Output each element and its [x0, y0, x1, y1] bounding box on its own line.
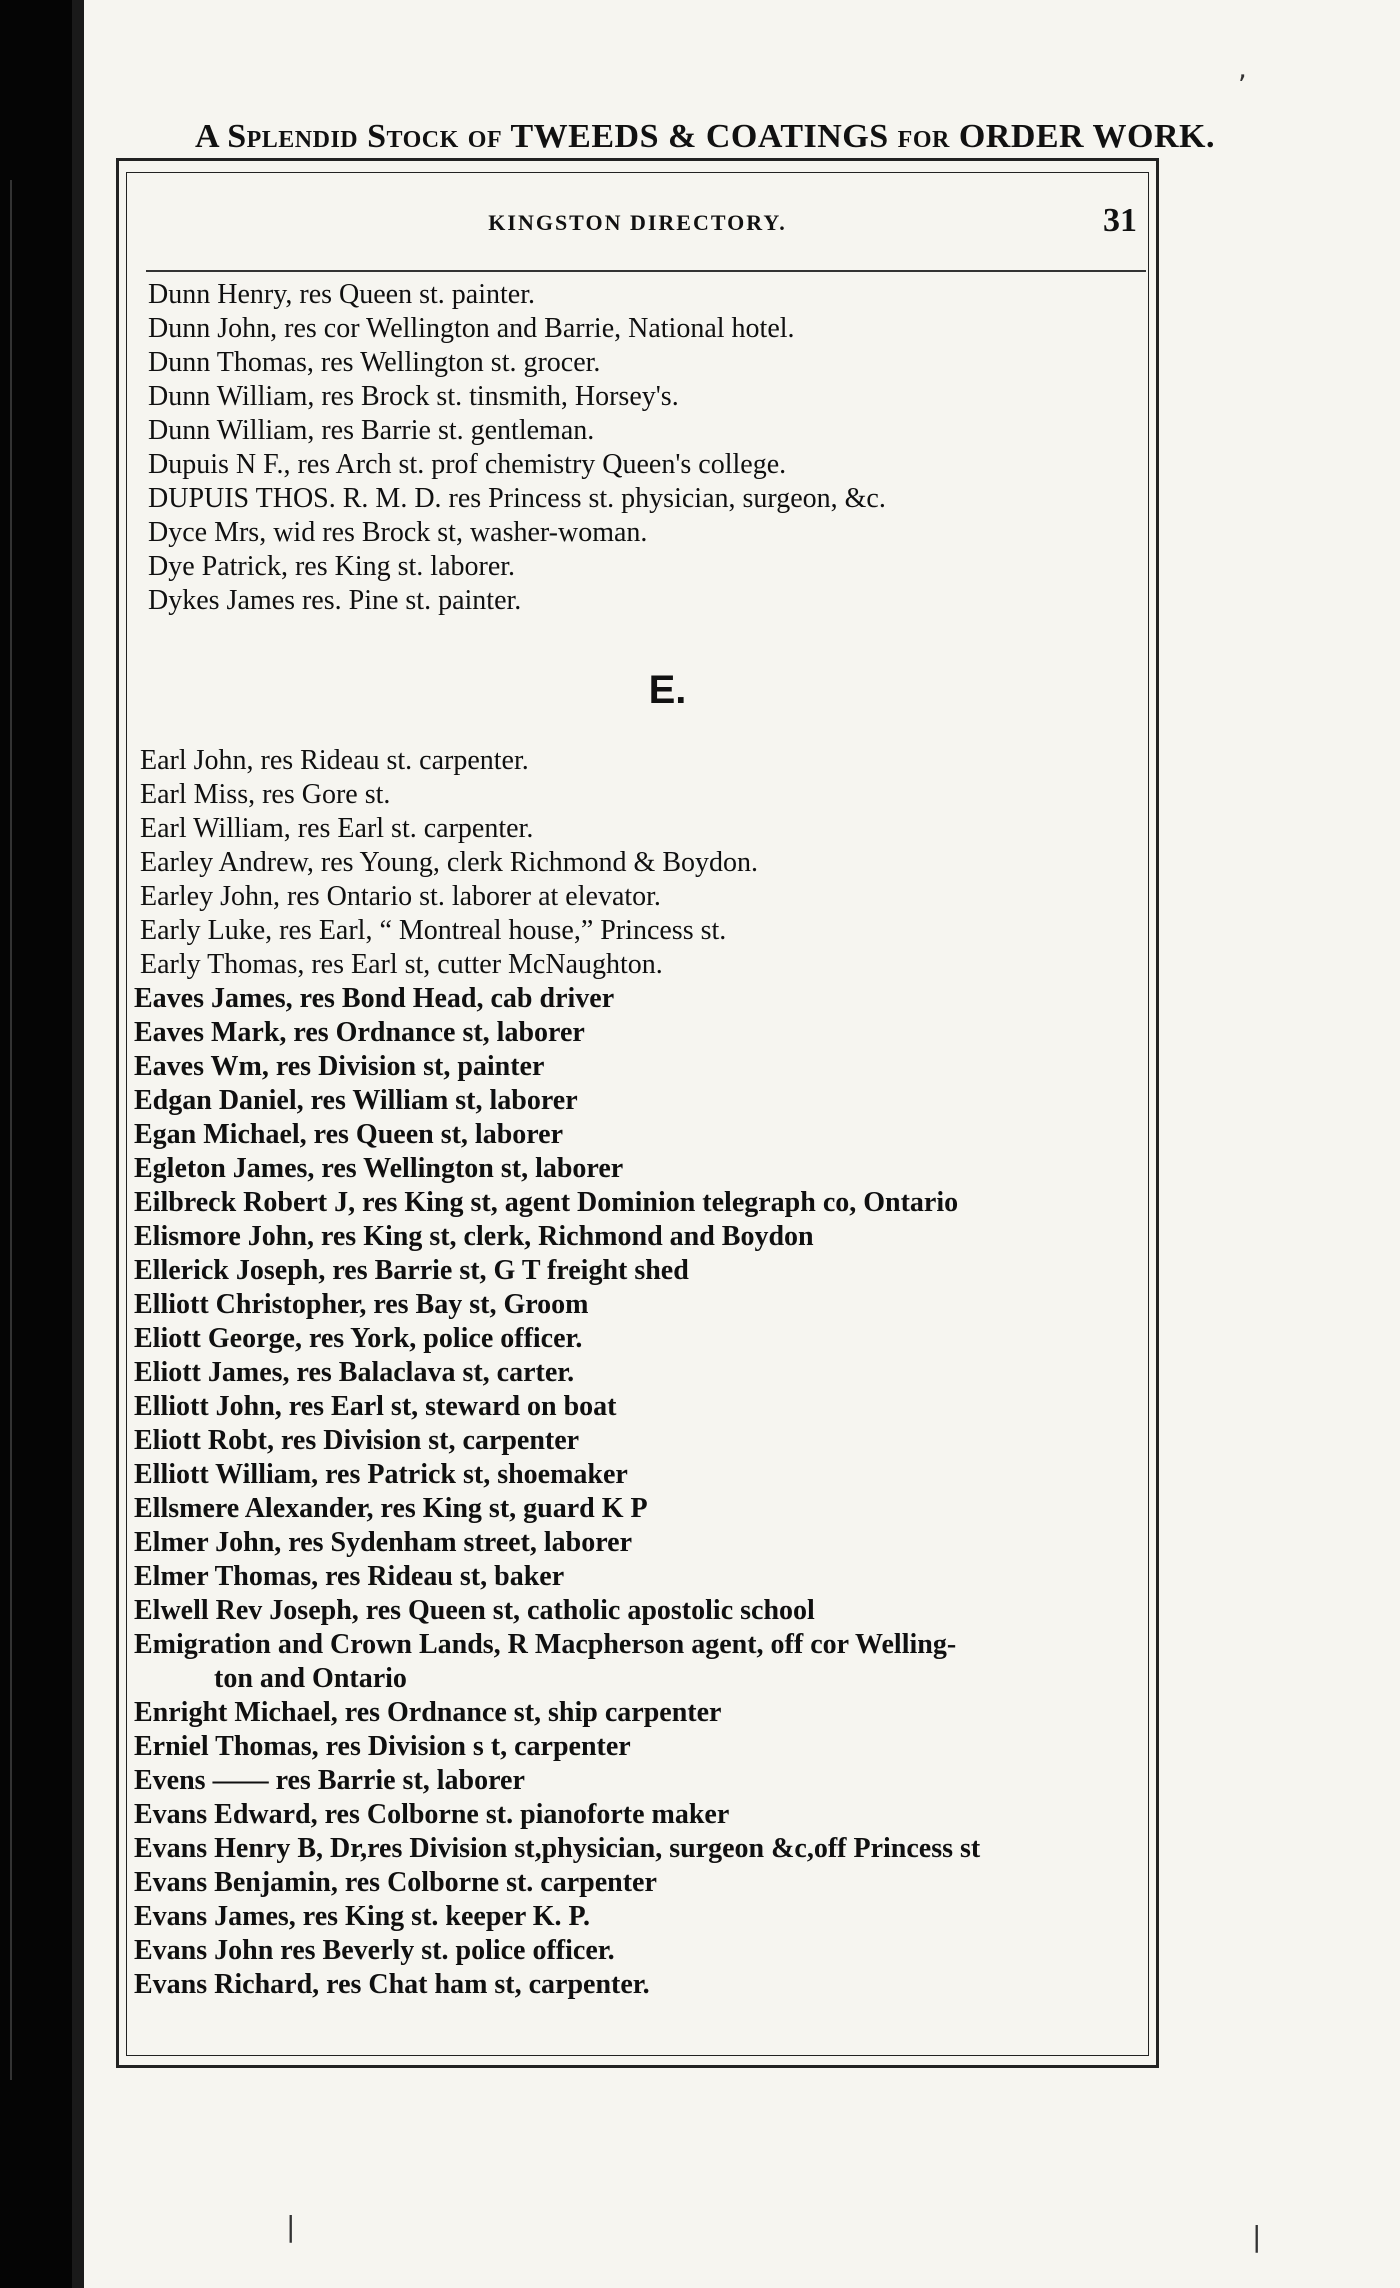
- directory-entry: Evans Richard, res Chat ham st, carpenter.: [134, 1969, 650, 2000]
- scan-speck: |: [286, 2210, 296, 2243]
- page-number: 31: [1103, 202, 1137, 239]
- header-rule: [146, 270, 1146, 272]
- directory-entry: Dye Patrick, res King st. laborer.: [148, 551, 516, 582]
- directory-entry: Early Thomas, res Earl st, cutter McNaughton.: [140, 949, 663, 980]
- directory-entry: Dykes James res. Pine st. painter.: [148, 585, 522, 616]
- directory-entry: Elmer Thomas, res Rideau st, baker: [134, 1561, 565, 1592]
- directory-entry: Evans John res Beverly st. police officer.: [134, 1935, 615, 1966]
- directory-entry: Dunn William, res Brock st. tinsmith, Horsey's.: [148, 381, 679, 412]
- running-title: KINGSTON DIRECTORY.: [488, 210, 787, 235]
- directory-entry: Erniel Thomas, res Division s t, carpenter: [134, 1731, 631, 1762]
- directory-entry: Elliott Christopher, res Bay st, Groom: [134, 1289, 589, 1320]
- directory-entry: Eilbreck Robert J, res King st, agent Dominion telegraph co, Ontario: [134, 1187, 959, 1218]
- advertising-banner: A Splendid Stock of TWEEDS & COATINGS for ORDER WORK.: [195, 118, 1215, 155]
- directory-entry: DUPUIS THOS. R. M. D. res Princess st. physician, surgeon, &c.: [148, 483, 886, 514]
- directory-entry: Earley Andrew, res Young, clerk Richmond & Boydon.: [140, 847, 758, 878]
- directory-entries: [126, 278, 1149, 2002]
- directory-entry: Eliott George, res York, police officer.: [134, 1323, 583, 1354]
- directory-entry: Evans Henry B, Dr,res Division st,physician, surgeon &c,off Princess st: [134, 1833, 981, 1864]
- directory-entry-continuation: ton and Ontario: [214, 1663, 407, 1694]
- directory-entry: Eliott Robt, res Division st, carpenter: [134, 1425, 580, 1456]
- directory-entry: Ellerick Joseph, res Barrie st, G T freight shed: [134, 1255, 689, 1286]
- directory-entry: Evans Benjamin, res Colborne st. carpenter: [134, 1867, 657, 1898]
- directory-entry: Eaves Wm, res Division st, painter: [134, 1051, 545, 1082]
- running-head: [126, 200, 1149, 240]
- scan-speck: ,: [1238, 52, 1247, 85]
- directory-entry: Early Luke, res Earl, “ Montreal house,” Princess st.: [140, 915, 727, 946]
- facing-page-edge: [0, 180, 12, 2080]
- section-letter-heading: E.: [648, 668, 687, 712]
- directory-entry: Dunn Henry, res Queen st. painter.: [148, 279, 535, 310]
- directory-entry: Evans Edward, res Colborne st. pianoforte maker: [134, 1799, 730, 1830]
- directory-entry: Eliott James, res Balaclava st, carter.: [134, 1357, 575, 1388]
- directory-entry: Dyce Mrs, wid res Brock st, washer-woman.: [148, 517, 648, 548]
- directory-entry: Elmer John, res Sydenham street, laborer: [134, 1527, 633, 1558]
- directory-entry: Earl Miss, res Gore st.: [140, 779, 391, 810]
- directory-entry: Dunn John, res cor Wellington and Barrie, National hotel.: [148, 313, 795, 344]
- directory-entry: Emigration and Crown Lands, R Macpherson agent, off cor Welling-: [134, 1629, 957, 1660]
- directory-entry: Evens —— res Barrie st, laborer: [134, 1765, 525, 1796]
- directory-entry: Ellsmere Alexander, res King st, guard K P: [134, 1493, 648, 1524]
- directory-entry: Elwell Rev Joseph, res Queen st, catholic apostolic school: [134, 1595, 815, 1626]
- directory-entry: Eaves Mark, res Ordnance st, laborer: [134, 1017, 585, 1048]
- directory-entry: Elliott John, res Earl st, steward on boat: [134, 1391, 617, 1422]
- directory-entry: Dunn William, res Barrie st. gentleman.: [148, 415, 595, 446]
- directory-entry: Dunn Thomas, res Wellington st. grocer.: [148, 347, 601, 378]
- directory-entry: Egleton James, res Wellington st, laborer: [134, 1153, 624, 1184]
- directory-entry: Eaves James, res Bond Head, cab driver: [134, 983, 615, 1014]
- page-gutter-shadow: [72, 0, 84, 2288]
- directory-entry: Dupuis N F., res Arch st. prof chemistry Queen's college.: [148, 449, 787, 480]
- directory-entry: Elismore John, res King st, clerk, Richmond and Boydon: [134, 1221, 814, 1252]
- directory-entry: Enright Michael, res Ordnance st, ship carpenter: [134, 1697, 722, 1728]
- directory-entry: Evans James, res King st. keeper K. P.: [134, 1901, 591, 1932]
- directory-entry: Earley John, res Ontario st. laborer at elevator.: [140, 881, 661, 912]
- directory-entry: Edgan Daniel, res William st, laborer: [134, 1085, 578, 1116]
- directory-entry: Egan Michael, res Queen st, laborer: [134, 1119, 564, 1150]
- directory-entry: Elliott William, res Patrick st, shoemaker: [134, 1459, 628, 1490]
- directory-entry: Earl William, res Earl st. carpenter.: [140, 813, 534, 844]
- directory-entry: Earl John, res Rideau st. carpenter.: [140, 745, 529, 776]
- scan-speck: |: [1252, 2220, 1262, 2253]
